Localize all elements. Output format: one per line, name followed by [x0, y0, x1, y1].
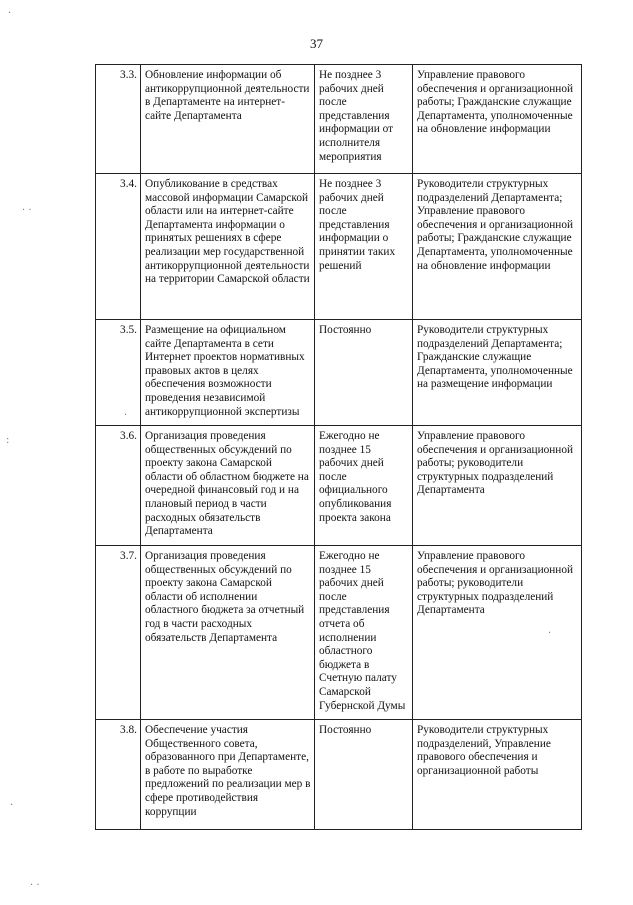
table-row — [96, 426, 582, 546]
measure-term: Не позднее 3 рабочих дней после представления информации о принятии таких решений — [315, 174, 413, 320]
table-row — [96, 720, 582, 830]
measure-term: Постоянно — [315, 720, 413, 830]
measure-responsible: Руководители структурных подразделений, Управление правового обеспечения и организационной работы — [413, 720, 582, 830]
scan-speck: · — [124, 410, 128, 421]
measure-name: Размещение на официальном сайте Департамента в сети Интернет проектов нормативных правовых актов в целях обеспечения возможности проведения независимой антикоррупционной экспертизы — [141, 320, 315, 426]
row-number: 3.4. — [96, 174, 141, 320]
measure-name: Организация проведения общественных обсуждений по проекту закона Самарской области об исполнении областного бюджета за отчетный год в части расходных обязательств Департамента — [141, 546, 315, 720]
measures-table — [95, 64, 582, 830]
scan-speck: : — [6, 435, 10, 446]
row-number: 3.8. — [96, 720, 141, 830]
table-row — [96, 65, 582, 174]
measure-name: Опубликование в средствах массовой информации Самарской области или на интернет-сайте Департамента информации о принятых решениях в сфере реализации мер государственной антикоррупционной деятельности на территории Самарской области — [141, 174, 315, 320]
measure-name: Обеспечение участия Общественного совета, образованного при Департаменте, в работе по выработке предложений по реализации мер в сфере противодействия коррупции — [141, 720, 315, 830]
row-number: 3.6. — [96, 426, 141, 546]
measure-term: Ежегодно не позднее 15 рабочих дней после представления отчета об исполнении областного бюджета в Счетную палату Самарской Губернской Думы — [315, 546, 413, 720]
scan-speck: · — [8, 8, 12, 19]
measure-responsible: Управление правового обеспечения и организационной работы; руководители структурных подразделений Департамента — [413, 426, 582, 546]
scan-speck: · · — [22, 205, 32, 216]
measure-name: Организация проведения общественных обсуждений по проекту закона Самарской области об областном бюджете на очередной финансовый год и на плановый период в части расходных обязательств Департамента — [141, 426, 315, 546]
table-row — [96, 174, 582, 320]
measure-responsible: Руководители структурных подразделений Департамента; Гражданские служащие Департамента, уполномоченные на размещение информации — [413, 320, 582, 426]
measure-term: Ежегодно не позднее 15 рабочих дней после официального опубликования проекта закона — [315, 426, 413, 546]
measure-term: Постоянно — [315, 320, 413, 426]
measure-responsible: Руководители структурных подразделений Департамента; Управление правового обеспечения и организационной работы; Гражданские служащие Департамента, уполномоченные на обновление информации — [413, 174, 582, 320]
scan-speck: · · — [30, 880, 40, 891]
scan-speck: · — [548, 628, 552, 639]
measure-responsible: Управление правового обеспечения и организационной работы; Гражданские служащие Департамента, уполномоченные на обновление информации — [413, 65, 582, 174]
table-row — [96, 320, 582, 426]
measure-responsible: Управление правового обеспечения и организационной работы; руководители структурных подразделений Департамента — [413, 546, 582, 720]
row-number: 3.3. — [96, 65, 141, 174]
page-number: 37 — [310, 36, 323, 51]
measure-term: Не позднее 3 рабочих дней после представления информации от исполнителя мероприятия — [315, 65, 413, 174]
table-row — [96, 546, 582, 720]
row-number: 3.7. — [96, 546, 141, 720]
row-number: 3.5. — [96, 320, 141, 426]
measure-name: Обновление информации об антикоррупционной деятельности в Департаменте на интернет-сайте Департамента — [141, 65, 315, 174]
scan-speck: · — [10, 800, 14, 811]
